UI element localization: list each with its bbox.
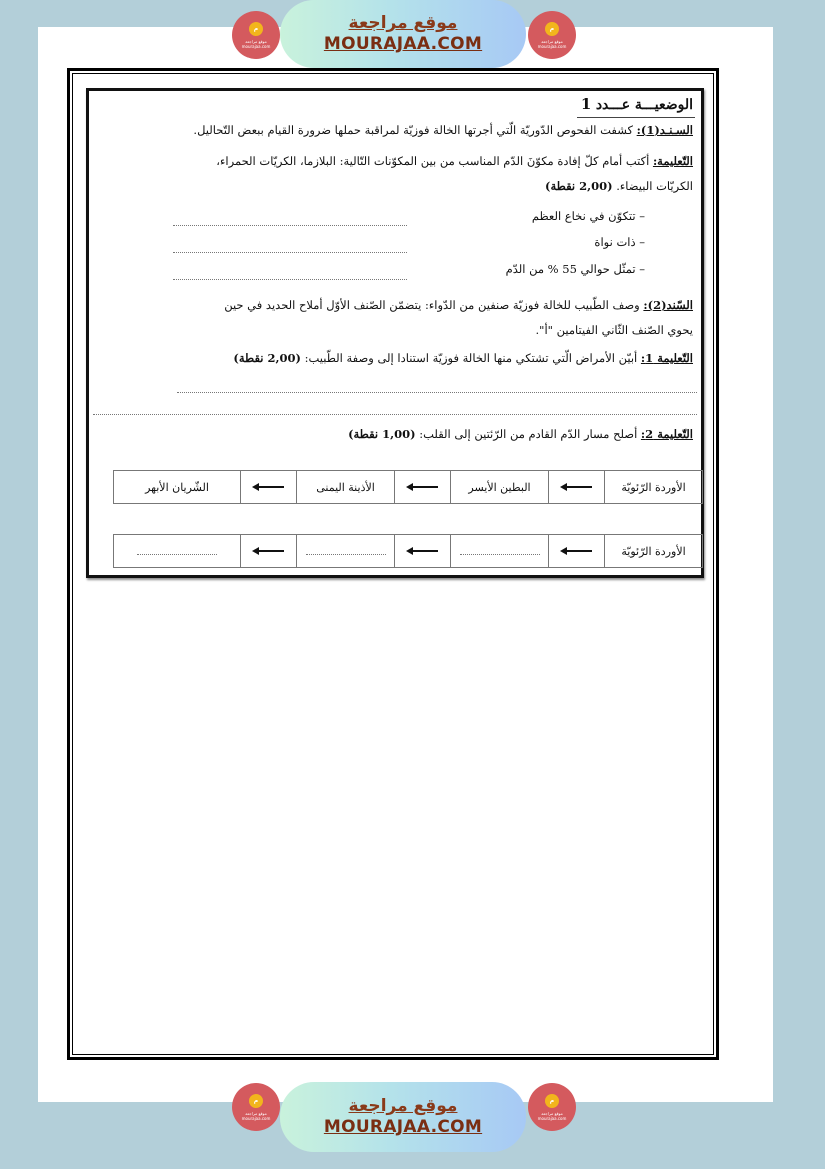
site-name-arabic[interactable]: موقع مراجعة (348, 13, 458, 33)
instruction-0-line-2: الكريّات البيضاء. (2,00 نقطة) (545, 179, 693, 193)
site-name-arabic[interactable]: موقع مراجعة (348, 1096, 458, 1116)
flow-cell: الأوردة الرّئويّة (604, 535, 702, 567)
site-logo-icon: م (545, 1094, 559, 1108)
flow-cell: البطين الأيسر (450, 471, 548, 503)
instruction-2: التّعليمة 2: أصلح مسار الدّم القادم من الرّئتين إلى القلب: (1,00 نقطة) (348, 427, 693, 441)
site-badge-right[interactable] (528, 1083, 576, 1131)
answer-line-4[interactable] (177, 391, 697, 393)
answer-line-2[interactable] (173, 251, 407, 253)
answer-line-1[interactable] (173, 224, 407, 226)
blood-item-3: – تمثّل حوالي 55 % من الدّم (505, 262, 645, 276)
badge-caption: موقع مراجعة mourajaa.com (537, 1110, 567, 1121)
blood-path-wrong (113, 470, 703, 504)
answer-line-3[interactable] (173, 278, 407, 280)
site-badge-right[interactable] (528, 11, 576, 59)
badge-caption: موقع مراجعة mourajaa.com (537, 38, 567, 49)
support-1: السـنـد(1): كشفت الفحوص الدّوريّة الّتي أجرتها الخالة فوزيّة لمراقبة حملها ضرورة القيام ببعض التّحاليل. (193, 123, 693, 137)
blood-item-2: – ذات نواة (594, 235, 645, 249)
flow-answer-blank[interactable] (114, 535, 240, 567)
points: (1,00 نقطة) (348, 427, 416, 441)
site-badge-left[interactable] (232, 11, 280, 59)
site-footer-banner[interactable] (280, 1082, 526, 1152)
support-2-line-1: السّند(2): وصف الطّبيب للخالة فوزيّة صنفين من الدّواء: يتضمّن الصّنف الأوّل أملاح الحديد في حين (224, 298, 693, 312)
arrow-left-icon (548, 471, 604, 503)
site-logo-icon: م (249, 22, 263, 36)
flow-answer-blank[interactable] (450, 535, 548, 567)
flow-cell: الشّريان الأبهر (145, 480, 209, 494)
flow-cell: الأوردة الرّئويّة (604, 471, 702, 503)
support-2-line-2: يحوي الصّنف الثّاني الفيتامين "أ". (535, 323, 693, 337)
flow-answer-blank[interactable] (296, 535, 394, 567)
arrow-left-icon (240, 535, 296, 567)
site-logo-icon: م (249, 1094, 263, 1108)
points: (2,00 نقطة) (545, 179, 613, 193)
badge-caption: موقع مراجعة mourajaa.com (241, 1110, 271, 1121)
situation-title: الوضعيـــة عـــدد 1 (580, 95, 693, 113)
site-name-latin[interactable]: MOURAJAA.COM (323, 34, 483, 54)
blood-path-answer (113, 534, 703, 568)
blood-item-1: – تتكوّن في نخاع العظم (531, 209, 645, 223)
site-header-banner[interactable] (280, 0, 526, 68)
site-name-latin[interactable]: MOURAJAA.COM (323, 1117, 483, 1137)
site-logo-icon: م (545, 22, 559, 36)
answer-line-5[interactable] (93, 413, 697, 415)
arrow-left-icon (240, 471, 296, 503)
exam-situation-box (86, 88, 704, 578)
instruction-1: التّعليمة 1: أبيّن الأمراض الّتي تشتكي منها الخالة فوزيّة استنادا إلى وصفة الطّبيب: (2,00 نقطة) (233, 351, 693, 365)
badge-caption: موقع مراجعة mourajaa.com (241, 38, 271, 49)
arrow-left-icon (548, 535, 604, 567)
arrow-left-icon (394, 535, 450, 567)
title-underline (577, 117, 695, 118)
arrow-left-icon (394, 471, 450, 503)
points: (2,00 نقطة) (233, 351, 301, 365)
site-badge-left[interactable] (232, 1083, 280, 1131)
instruction-0-line-1: التّعليمة: أكتب أمام كلّ إفادة مكوّنَ الدّم المناسب من بين المكوّنات التّالية: البلازما، الكريّات الحمراء، (216, 154, 693, 168)
flow-cell: الأذينة اليمنى (296, 471, 394, 503)
